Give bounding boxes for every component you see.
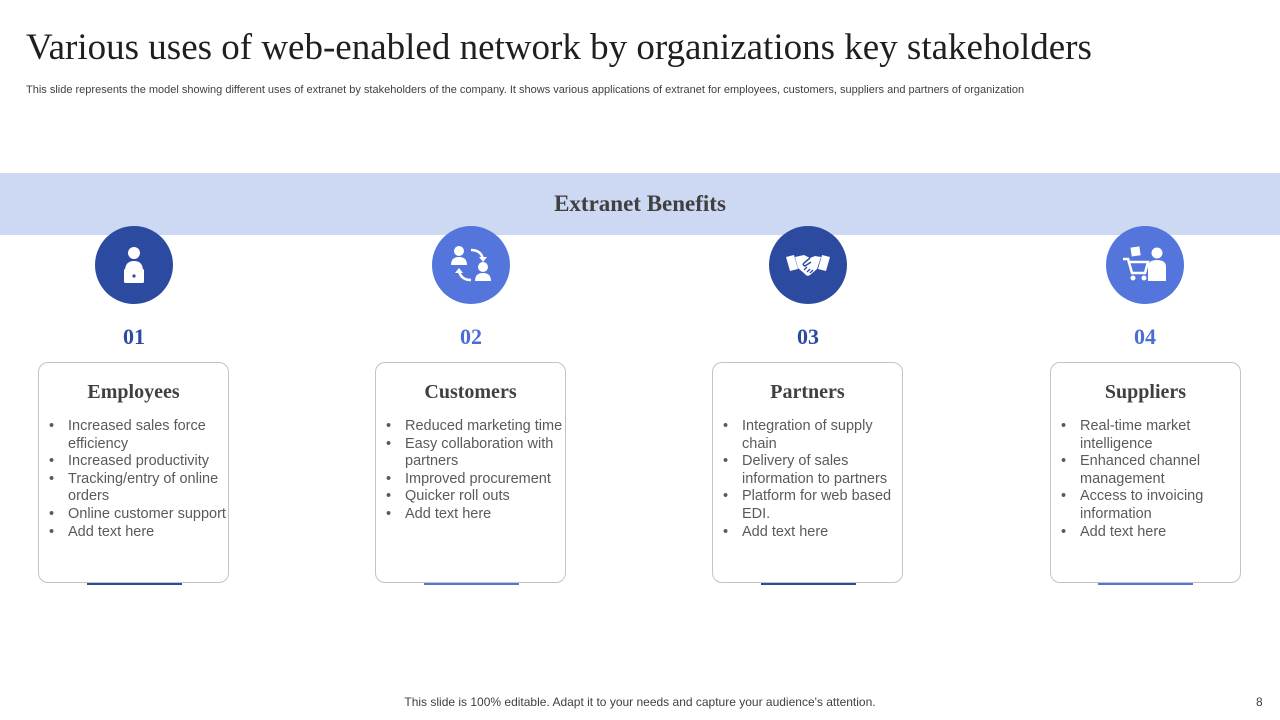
band-title: Extranet Benefits xyxy=(554,191,726,216)
people-exchange-icon xyxy=(447,241,495,289)
benefit-item: • Real-time market intelligence xyxy=(1080,418,1240,453)
stakeholder-number: 03 xyxy=(797,324,819,349)
card-accent-line xyxy=(87,583,182,585)
page-number: 8 xyxy=(1256,695,1263,709)
stakeholder-card-employees xyxy=(38,362,229,583)
handshake-icon xyxy=(784,241,832,289)
benefit-item: • Improved procurement xyxy=(405,471,565,489)
benefit-item: • Reduced marketing time xyxy=(405,418,565,436)
card-title: Suppliers xyxy=(1104,381,1187,403)
benefits-band xyxy=(0,173,1280,235)
footer-note: This slide is 100% editable. Adapt it to your needs and capture your audience's attention. xyxy=(404,695,876,709)
benefit-item: • Enhanced channel management xyxy=(1080,453,1240,488)
benefit-item: • Platform for web based EDI. xyxy=(742,488,902,523)
benefit-item: • Add text here xyxy=(1080,524,1240,542)
stakeholder-circle-partners xyxy=(769,226,847,304)
benefit-item: • Tracking/entry of online orders xyxy=(68,471,228,506)
stakeholder-card-suppliers xyxy=(1050,362,1241,583)
benefit-item: • Delivery of sales information to partners xyxy=(742,453,902,488)
benefit-list xyxy=(713,418,902,541)
person-laptop-icon xyxy=(110,241,158,289)
stakeholder-number: 01 xyxy=(123,324,145,349)
card-title: Customers xyxy=(424,381,517,403)
card-accent-line xyxy=(1098,583,1193,585)
benefit-item: • Increased sales force efficiency xyxy=(68,418,228,453)
benefit-item: • Quicker roll outs xyxy=(405,488,565,506)
benefit-item: • Online customer support xyxy=(68,506,228,524)
stakeholder-circle-suppliers xyxy=(1106,226,1184,304)
benefit-item: • Increased productivity xyxy=(68,453,228,471)
slide-title: Various uses of web-enabled network by organizations key stakeholders xyxy=(26,27,1092,68)
stakeholder-card-partners xyxy=(712,362,903,583)
benefit-item: • Easy collaboration with partners xyxy=(405,436,565,471)
stakeholder-circle-customers xyxy=(432,226,510,304)
benefit-item: • Add text here xyxy=(68,524,228,542)
benefit-item: • Integration of supply chain xyxy=(742,418,902,453)
stakeholder-number: 04 xyxy=(1134,324,1156,349)
benefit-list xyxy=(376,418,565,524)
card-accent-line xyxy=(424,583,519,585)
slide-subtitle: This slide represents the model showing different uses of extranet by stakeholders of the company. It shows various applications of extranet for employees, customers, suppliers and partners of organization xyxy=(26,84,1025,96)
benefit-list xyxy=(1051,418,1240,541)
stakeholder-circle-employees xyxy=(95,226,173,304)
card-accent-line xyxy=(761,583,856,585)
card-title: Employees xyxy=(87,381,180,403)
stakeholder-number: 02 xyxy=(460,324,482,349)
stakeholder-card-customers xyxy=(375,362,566,583)
benefit-item: • Access to invoicing information xyxy=(1080,488,1240,523)
benefit-item: • Add text here xyxy=(742,524,902,542)
benefit-item: • Add text here xyxy=(405,506,565,524)
card-title: Partners xyxy=(770,381,845,403)
benefit-list xyxy=(39,418,228,541)
shopping-cart-person-icon xyxy=(1121,241,1169,289)
